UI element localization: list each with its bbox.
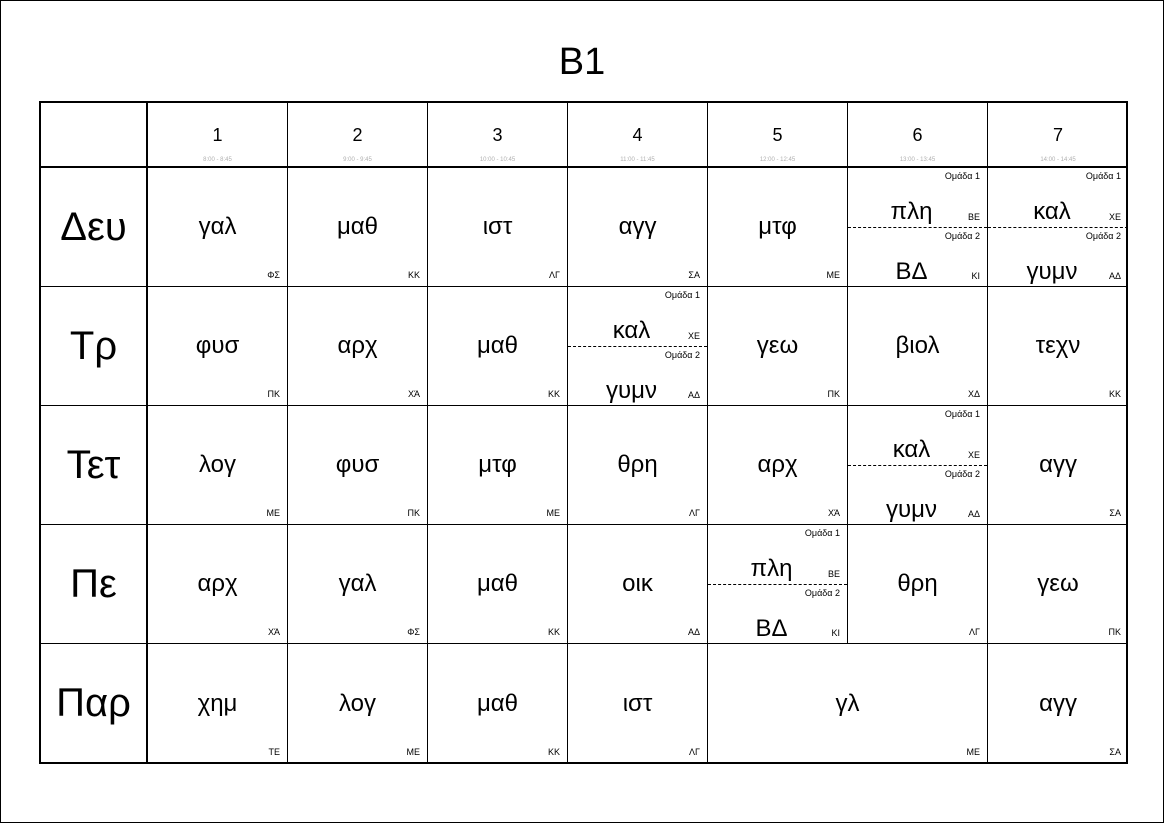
subject-label: καλ [1033, 198, 1071, 225]
split-lesson [988, 168, 1128, 286]
subject-label: αγγ [1039, 689, 1077, 717]
teacher-code: ΚΚ [547, 747, 560, 757]
subject-label: ΒΔ [895, 257, 928, 285]
group-lesson [988, 228, 1128, 287]
teacher-code: ΑΔ [687, 627, 700, 637]
teacher-code: ΒΕ [967, 211, 980, 222]
teacher-code: ΦΣ [407, 627, 420, 637]
subject-label: γαλ [198, 213, 237, 240]
subject-label: φυσ [335, 451, 380, 478]
lesson-cell [848, 287, 988, 406]
teacher-code: ΛΓ [689, 508, 700, 518]
subject-label: χημ [197, 689, 238, 717]
subject-label: γυμν [606, 376, 657, 404]
subject-label: μαθ [476, 689, 519, 717]
group-label: Ομάδα 1 [944, 409, 980, 419]
subject-label: ιστ [482, 213, 513, 240]
subject-label: αρχ [197, 570, 238, 597]
day-header [41, 168, 148, 287]
lesson-cell [568, 525, 708, 644]
lesson-cell [288, 644, 428, 763]
teacher-code: ΚΚ [407, 270, 420, 280]
subject-label: τεχν [1035, 332, 1081, 359]
subject-label: μαθ [476, 332, 519, 359]
timetable-grid [39, 101, 1128, 764]
lesson-cell [988, 168, 1128, 287]
subject-label: βιολ [895, 332, 940, 359]
lesson-cell [708, 287, 848, 406]
lesson-cell [288, 525, 428, 644]
teacher-code: ΣΑ [1109, 508, 1121, 518]
teacher-code: ΑΔ [967, 509, 980, 519]
group-lesson [848, 168, 987, 228]
period-header-2 [288, 103, 428, 168]
teacher-code: ΧΔ [967, 389, 980, 399]
split-lesson [848, 168, 987, 286]
lesson-cell [568, 406, 708, 525]
group-label: Ομάδα 1 [664, 290, 700, 300]
teacher-code: ΠΚ [1108, 627, 1121, 637]
group-label: Ομάδα 1 [944, 171, 980, 181]
lesson-cell [708, 644, 988, 763]
split-lesson [568, 287, 707, 405]
day-label: Τετ [66, 442, 121, 487]
subject-label: γεω [1037, 570, 1079, 597]
lesson-cell [708, 525, 848, 644]
subject-label: ιστ [622, 689, 653, 717]
lesson-cell [988, 287, 1128, 406]
period-time: 14:00 - 14:45 [1040, 157, 1076, 163]
lesson-cell [148, 644, 288, 763]
lesson-cell [288, 406, 428, 525]
lesson-cell [428, 525, 568, 644]
lesson-cell [428, 168, 568, 287]
lesson-cell [148, 168, 288, 287]
lesson-cell [288, 168, 428, 287]
split-lesson [708, 525, 847, 643]
subject-label: φυσ [195, 332, 240, 359]
teacher-code: ΜΕ [406, 747, 420, 757]
lesson-cell [428, 287, 568, 406]
group-label: Ομάδα 2 [1085, 230, 1121, 241]
period-number: 2 [352, 125, 363, 145]
teacher-code: ΚΚ [547, 389, 560, 399]
period-number: 5 [772, 125, 783, 145]
lesson-cell [148, 287, 288, 406]
subject-label: μαθ [476, 570, 519, 597]
group-label: Ομάδα 2 [944, 230, 980, 241]
subject-label: αγγ [618, 213, 657, 240]
group-lesson [568, 347, 707, 406]
teacher-code: ΜΕ [266, 508, 280, 518]
lesson-cell [708, 168, 848, 287]
teacher-code: ΧΕ [967, 449, 980, 460]
subject-label: αρχ [337, 332, 378, 359]
period-number: 7 [1052, 125, 1063, 145]
teacher-code: ΜΕ [826, 270, 840, 280]
teacher-code: ΑΔ [1108, 271, 1121, 281]
subject-label: μτφ [478, 451, 517, 478]
period-header-1 [148, 103, 288, 168]
lesson-cell [848, 406, 988, 525]
subject-label: πλη [750, 555, 793, 582]
group-label: Ομάδα 2 [944, 468, 980, 479]
teacher-code: ΜΕ [546, 508, 560, 518]
subject-label: οικ [622, 570, 653, 597]
period-number: 6 [912, 125, 923, 145]
subject-label: γυμν [1026, 257, 1078, 285]
teacher-code: ΧΆ [267, 627, 280, 637]
lesson-cell [848, 168, 988, 287]
group-lesson [568, 287, 707, 347]
teacher-code: ΠΚ [267, 389, 280, 399]
lesson-cell [148, 525, 288, 644]
subject-label: γαλ [338, 570, 377, 597]
day-label: Παρ [56, 681, 131, 725]
lesson-cell [988, 525, 1128, 644]
group-lesson [848, 228, 987, 287]
teacher-code: ΚΙ [971, 271, 980, 281]
subject-label: καλ [612, 317, 651, 344]
day-header [41, 525, 148, 644]
day-label: Πε [70, 561, 117, 606]
period-header-3 [428, 103, 568, 168]
subject-label: γεω [756, 332, 799, 359]
lesson-cell [988, 406, 1128, 525]
subject-label: μτφ [758, 213, 797, 240]
teacher-code: ΠΚ [407, 508, 420, 518]
teacher-code: ΒΕ [827, 568, 840, 579]
lesson-cell [568, 644, 708, 763]
teacher-code: ΤΕ [268, 747, 280, 757]
day-header [41, 644, 148, 763]
lesson-cell [288, 287, 428, 406]
lesson-cell [428, 406, 568, 525]
lesson-cell [848, 525, 988, 644]
subject-label: λογ [339, 689, 376, 717]
period-header-6 [848, 103, 988, 168]
group-lesson [848, 406, 987, 466]
group-label: Ομάδα 2 [664, 349, 700, 360]
group-label: Ομάδα 1 [804, 528, 840, 538]
teacher-code: ΣΑ [688, 270, 700, 280]
teacher-code: ΣΑ [1109, 747, 1121, 757]
period-time: 10:00 - 10:45 [479, 157, 516, 163]
subject-label: πλη [890, 198, 933, 225]
teacher-code: ΧΆ [407, 389, 420, 399]
subject-label: αρχ [757, 451, 798, 478]
period-header-4 [568, 103, 708, 168]
period-number: 1 [212, 125, 223, 145]
group-lesson [848, 466, 987, 525]
day-label: Δευ [60, 204, 127, 249]
group-lesson [708, 585, 847, 644]
lesson-cell [568, 287, 708, 406]
subject-label: θρη [897, 570, 938, 597]
subject-label: μαθ [336, 213, 379, 240]
lesson-cell [568, 168, 708, 287]
teacher-code: ΚΚ [547, 627, 560, 637]
teacher-code: ΚΚ [1108, 389, 1121, 399]
teacher-code: ΧΆ [827, 508, 840, 518]
period-time: 13:00 - 13:45 [899, 157, 936, 163]
teacher-code: ΧΕ [1108, 211, 1121, 222]
period-time: 8:00 - 8:45 [203, 157, 232, 163]
lesson-cell [708, 406, 848, 525]
teacher-code: ΛΓ [549, 270, 560, 280]
subject-label: θρη [617, 451, 658, 478]
group-lesson [988, 168, 1128, 228]
timetable-title: B1 [558, 41, 606, 83]
teacher-code: ΦΣ [267, 270, 280, 280]
day-label: Τρ [69, 323, 118, 368]
teacher-code: ΛΓ [689, 747, 700, 757]
lesson-cell [988, 644, 1128, 763]
day-header [41, 406, 148, 525]
lesson-cell [148, 406, 288, 525]
period-number: 3 [492, 125, 503, 145]
subject-label: λογ [199, 451, 236, 478]
day-header [41, 287, 148, 406]
teacher-code: ΠΚ [827, 389, 840, 399]
group-label: Ομάδα 1 [1085, 171, 1121, 181]
period-time: 9:00 - 9:45 [343, 157, 372, 163]
teacher-code: ΧΕ [687, 330, 700, 341]
group-label: Ομάδα 2 [804, 587, 840, 598]
period-header-5 [708, 103, 848, 168]
teacher-code: ΛΓ [969, 627, 980, 637]
group-lesson [708, 525, 847, 585]
corner-cell [41, 103, 148, 168]
period-number: 4 [632, 125, 643, 145]
lesson-cell [428, 644, 568, 763]
period-time: 12:00 - 12:45 [759, 157, 796, 163]
period-time: 11:00 - 11:45 [620, 157, 655, 163]
subject-label: γλ [835, 689, 860, 717]
subject-label: αγγ [1039, 451, 1077, 478]
subject-label: ΒΔ [755, 614, 788, 642]
teacher-code: ΚΙ [831, 628, 840, 638]
split-lesson [848, 406, 987, 524]
teacher-code: ΜΕ [966, 747, 980, 757]
period-header-7 [988, 103, 1128, 168]
teacher-code: ΑΔ [687, 390, 700, 400]
subject-label: γυμν [886, 495, 937, 523]
subject-label: καλ [892, 436, 931, 463]
